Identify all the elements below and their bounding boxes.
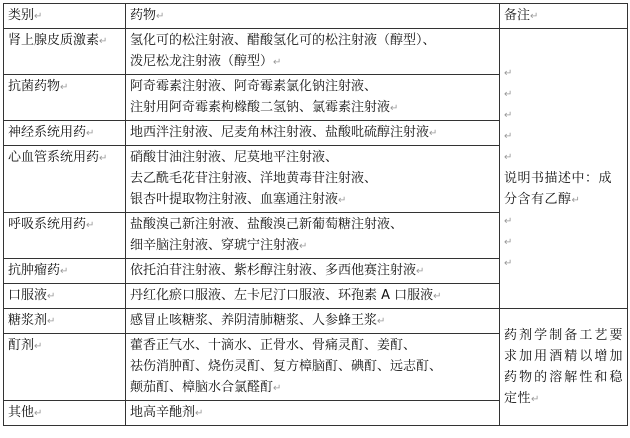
drugs-cell: [126, 75, 500, 121]
table-row: [4, 29, 628, 75]
drug-line-text: 硝酸甘油注射液、尼莫地平注射液、: [130, 150, 339, 165]
category-label: 口服液: [8, 288, 48, 303]
drug-line-text: 氢化可的松注射液、醋酸氢化可的松注射液（醇型）、: [130, 33, 436, 48]
category-label: 其他: [8, 405, 35, 420]
remarks-cell-upper: [500, 29, 628, 309]
drug-line: 细辛脑注射液、穿琥宁注射液↵: [130, 238, 308, 253]
category-label: 抗菌药物: [8, 79, 61, 94]
drug-line-text: 地西泮注射液、尼麦角林注射液、盐酸吡硫醇注射液: [130, 125, 430, 140]
drug-line-text: 阿奇霉素注射液、阿奇霉素氯化钠注射液、: [130, 79, 378, 94]
category-cell: 酊剂↵: [4, 334, 126, 401]
category-cell: 其他↵: [4, 401, 126, 426]
remark-marks-top: ↵ ↵ ↵ ↵ ↵: [504, 68, 513, 163]
drug-table: [3, 3, 628, 426]
remark-lower-text: 药剂学制备工艺要求加用酒精以增加药物的溶解性和稳定性↵: [504, 327, 623, 406]
category-cell: 肾上腺皮质激素↵: [4, 29, 126, 75]
header-category: 类别↵: [4, 4, 126, 29]
drug-line-text: 细辛脑注射液、穿琥宁注射液: [130, 238, 300, 253]
drug-line-text: 感冒止咳糖浆、养阴清肺糖浆、人参蜂王浆: [130, 313, 378, 328]
header-row: [4, 4, 628, 29]
drug-line: 地高辛酏剂↵: [130, 405, 204, 420]
remark-marks-bottom: ↵ ↵ ↵: [504, 216, 513, 269]
category-cell: 神经系统用药↵: [4, 121, 126, 146]
drug-line-text: 祛伤消肿酊、烧伤灵酊、复方樟脑酊、碘酊、远志酊、: [130, 359, 443, 374]
drug-line: 银杏叶提取物注射液、血塞通注射液↵: [130, 192, 347, 207]
category-cell: 口服液↵: [4, 284, 126, 309]
header-drugs: 药物↵: [126, 4, 500, 29]
drugs-cell: [126, 29, 500, 75]
drugs-cell: [126, 259, 500, 284]
drug-line: 感冒止咳糖浆、养阴清肺糖浆、人参蜂王浆↵: [130, 313, 386, 328]
category-label: 心血管系统用药: [8, 150, 100, 165]
drug-line: [130, 30, 495, 51]
header-remarks: 备注↵: [500, 4, 628, 29]
drugs-cell: [126, 121, 500, 146]
drug-line: 依托泊苷注射液、紫杉醇注射液、多西他赛注射液↵: [130, 263, 425, 278]
category-label: 肾上腺皮质激素: [8, 33, 100, 48]
drug-line: [130, 214, 495, 235]
drugs-cell: [126, 146, 500, 213]
category-label: 神经系统用药: [8, 125, 87, 140]
category-label: 糖浆剂: [8, 313, 48, 328]
drug-line: 丹红化瘀口服液、左卡尼汀口服液、环孢素 A 口服液↵: [130, 288, 442, 303]
drug-line-text: 去乙酰毛花苷注射液、洋地黄毒苷注射液、: [130, 171, 378, 186]
drugs-cell: [126, 309, 500, 334]
category-cell: 呼吸系统用药↵: [4, 213, 126, 259]
drug-line: 注射用阿奇霉素枸橼酸二氢钠、氯霉素注射液↵: [130, 100, 399, 115]
drug-line: 泼尼松龙注射液（醇型）↵: [130, 54, 282, 69]
category-label: 呼吸系统用药: [8, 217, 87, 232]
category-label: 酊剂: [8, 338, 35, 353]
drug-line: 颠茄酊、樟脑水合氯醛酊↵: [130, 380, 282, 395]
category-label: 抗肿瘤药: [8, 263, 61, 278]
drug-line-text: 盐酸溴己新注射液、盐酸溴己新葡萄糖注射液、: [130, 217, 404, 232]
drug-line: [130, 147, 495, 168]
drug-line: [130, 335, 495, 356]
remarks-cell-lower: [500, 309, 628, 426]
drug-line: [130, 168, 495, 189]
category-cell: 抗菌药物↵: [4, 75, 126, 121]
drug-line-text: 泼尼松龙注射液（醇型）: [130, 54, 274, 69]
drug-line-text: 依托泊苷注射液、紫杉醇注射液、多西他赛注射液: [130, 263, 417, 278]
remark-upper-text: 说明书描述中：成分含有乙醇↵: [504, 171, 613, 207]
drugs-cell: [126, 213, 500, 259]
drug-line: [130, 76, 495, 97]
drug-line-text: 颠茄酊、樟脑水合氯醛酊: [130, 380, 274, 395]
drugs-cell: [126, 284, 500, 309]
drug-line: [130, 356, 495, 377]
drugs-cell: [126, 401, 500, 426]
drugs-cell: [126, 334, 500, 401]
drug-line: 地西泮注射液、尼麦角林注射液、盐酸吡硫醇注射液↵: [130, 125, 438, 140]
drug-line-text: 藿香正气水、十滴水、正骨水、骨痛灵酊、姜酊、: [130, 338, 417, 353]
table-row: [4, 309, 628, 334]
drug-line-text: 丹红化瘀口服液、左卡尼汀口服液、环孢素 A 口服液: [130, 288, 434, 303]
category-cell: 心血管系统用药↵: [4, 146, 126, 213]
drug-line-text: 银杏叶提取物注射液、血塞通注射液: [130, 192, 339, 207]
drug-line-text: 地高辛酏剂: [130, 405, 196, 420]
drug-line-text: 注射用阿奇霉素枸橼酸二氢钠、氯霉素注射液: [130, 100, 391, 115]
category-cell: 抗肿瘤药↵: [4, 259, 126, 284]
category-cell: 糖浆剂↵: [4, 309, 126, 334]
